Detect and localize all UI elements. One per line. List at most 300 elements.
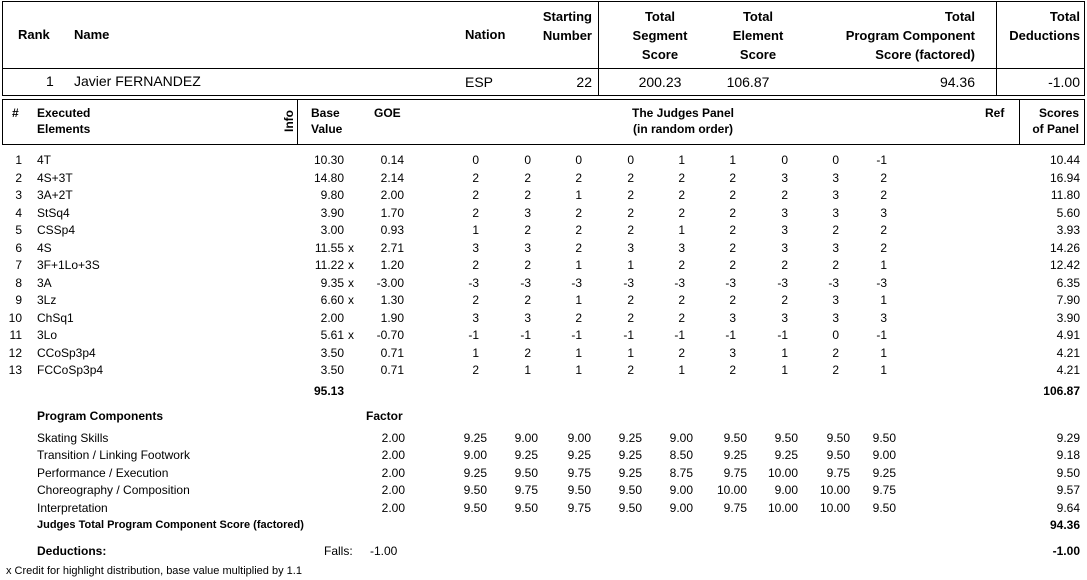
- element-row: [0, 222, 1087, 239]
- element-judge-score: 0: [627, 153, 634, 167]
- element-name: 4S+3T: [37, 170, 73, 185]
- element-judge-score: 2: [524, 188, 531, 202]
- element-name: CSSp4: [37, 223, 76, 237]
- element-judge-score: 3: [880, 310, 887, 325]
- element-base-value: 2.00: [320, 310, 344, 325]
- element-judge-score: 3: [729, 345, 736, 360]
- top-box-right: [1084, 1, 1085, 96]
- pc-judge-score: 10.00: [716, 483, 747, 498]
- pc-judge-score: 9.50: [514, 500, 538, 515]
- element-row: [0, 327, 1087, 344]
- element-judge-score: -3: [777, 275, 788, 290]
- element-judge-score: 1: [781, 345, 788, 360]
- header-rank: Rank: [18, 27, 50, 42]
- element-judge-score: 2: [729, 223, 736, 237]
- pc-judge-score: 9.00: [463, 448, 487, 463]
- element-judge-score: 3: [524, 205, 531, 220]
- element-score: 11.80: [1050, 188, 1080, 202]
- pc-judge-score: 9.75: [567, 465, 591, 480]
- element-name: StSq4: [37, 205, 70, 220]
- pc-judge-score: 10.00: [819, 500, 850, 515]
- pc-judge-score: 10.00: [767, 465, 798, 480]
- element-judge-score: 3: [678, 240, 685, 255]
- el-header-goe: GOE: [374, 106, 401, 120]
- top-box-divider: [2, 68, 1085, 69]
- element-judge-score: 1: [575, 293, 582, 307]
- element-base-value: 6.60: [320, 293, 344, 307]
- element-judge-score: 1: [678, 363, 685, 377]
- element-goe: 2.00: [380, 188, 404, 202]
- element-score: 4.91: [1056, 328, 1080, 342]
- element-judge-score: 2: [832, 363, 839, 377]
- top-box-top: [2, 1, 1085, 2]
- pc-total: 94.36: [1049, 518, 1080, 532]
- element-judge-score: 0: [781, 153, 788, 167]
- element-judge-score: 2: [472, 293, 479, 307]
- el-header-scores: Scores of Panel: [1032, 106, 1079, 136]
- element-judge-score: 1: [575, 258, 582, 272]
- skater-total-deductions: -1.00: [1048, 74, 1080, 90]
- element-judge-score: 3: [832, 293, 839, 307]
- element-judge-score: -1: [876, 153, 887, 167]
- element-judge-score: 2: [575, 240, 582, 255]
- element-judge-score: 1: [575, 345, 582, 360]
- element-score: 14.26: [1049, 240, 1080, 255]
- el-header-base-value: Base Value: [311, 106, 343, 136]
- pc-row: [0, 482, 1087, 499]
- element-judge-score: 0: [832, 328, 839, 342]
- pc-judge-score: 9.25: [774, 448, 798, 463]
- element-judge-score: 2: [729, 205, 736, 220]
- el-header-judges-panel: The Judges Panel (in random order): [631, 106, 735, 136]
- el-header-info: Info: [282, 110, 296, 132]
- element-judge-score: 2: [729, 258, 736, 272]
- element-judge-score: 2: [524, 258, 531, 272]
- pc-judge-score: 9.00: [567, 431, 591, 445]
- top-box-bottom: [2, 95, 1085, 96]
- element-score: 3.93: [1056, 223, 1080, 237]
- pc-name: Transition / Linking Footwork: [37, 448, 190, 463]
- element-judge-score: 2: [729, 188, 736, 202]
- el-box-vline-info: [297, 99, 298, 145]
- element-row: [0, 257, 1087, 274]
- element-name: 3A: [37, 275, 52, 290]
- element-judge-score: 1: [627, 258, 634, 272]
- element-judge-score: 3: [729, 310, 736, 325]
- element-base-value: 3.90: [320, 205, 344, 220]
- element-judge-score: 3: [781, 170, 788, 185]
- element-base-value: 9.80: [320, 188, 344, 202]
- element-judge-score: 2: [575, 223, 582, 237]
- element-score: 6.35: [1056, 275, 1080, 290]
- element-judge-score: 2: [729, 293, 736, 307]
- element-judge-score: 1: [627, 345, 634, 360]
- pc-judge-score: 9.50: [774, 431, 798, 445]
- element-judge-score: 3: [781, 310, 788, 325]
- el-header-ref: Ref: [985, 106, 1005, 120]
- element-judge-score: 3: [472, 240, 479, 255]
- element-judge-score: 3: [781, 205, 788, 220]
- element-judge-score: 2: [627, 205, 634, 220]
- element-judge-score: 3: [832, 170, 839, 185]
- pc-judge-score: 9.00: [872, 448, 896, 463]
- pc-judge-score: 9.50: [872, 431, 896, 445]
- element-name: CCoSp3p4: [37, 345, 96, 360]
- element-row: [0, 345, 1087, 362]
- element-base-value: 9.35: [320, 275, 344, 290]
- pc-judge-score: 9.25: [618, 465, 642, 480]
- footnote: x Credit for highlight distribution, base value multiplied by 1.1: [6, 565, 302, 577]
- el-header-executed: Executed Elements: [37, 106, 91, 136]
- element-judge-score: 2: [678, 205, 685, 220]
- element-base-value: 5.61: [320, 328, 344, 342]
- element-judge-score: 2: [678, 188, 685, 202]
- pc-judge-score: 9.50: [463, 483, 487, 498]
- element-judge-score: 2: [472, 205, 479, 220]
- element-judge-score: 2: [627, 223, 634, 237]
- element-judge-score: 2: [627, 170, 634, 185]
- pc-judge-score: 9.50: [618, 500, 642, 515]
- element-judge-score: 2: [832, 345, 839, 360]
- pc-score: 9.18: [1056, 448, 1080, 463]
- el-box-top: [2, 99, 1085, 100]
- element-judge-score: 2: [524, 345, 531, 360]
- skater-rank: 1: [46, 73, 54, 89]
- element-judge-score: 2: [729, 240, 736, 255]
- pc-judge-score: 9.50: [514, 465, 538, 480]
- element-judge-score: -3: [571, 275, 582, 290]
- element-goe: 0.93: [380, 223, 404, 237]
- element-judge-score: 2: [678, 345, 685, 360]
- pc-judge-score: 9.00: [669, 483, 693, 498]
- pc-row: [0, 500, 1087, 517]
- pc-factor-label: Factor: [366, 409, 403, 423]
- pc-factor: 2.00: [381, 448, 405, 463]
- element-judge-score: 2: [627, 293, 634, 307]
- element-num: 6: [15, 240, 22, 255]
- element-judge-score: 3: [472, 310, 479, 325]
- element-judge-score: 2: [472, 363, 479, 377]
- element-judge-score: 2: [729, 363, 736, 377]
- pc-judge-score: 9.25: [463, 431, 487, 445]
- element-num: 4: [15, 205, 22, 220]
- element-judge-score: 2: [880, 223, 887, 237]
- pc-judge-score: 9.75: [826, 465, 850, 480]
- element-judge-score: 3: [627, 240, 634, 255]
- element-judge-score: 2: [781, 188, 788, 202]
- pc-factor: 2.00: [381, 431, 405, 445]
- element-num: 3: [15, 188, 22, 202]
- element-judge-score: 2: [880, 240, 887, 255]
- element-judge-score: 1: [880, 363, 887, 377]
- element-goe: 2.14: [380, 170, 404, 185]
- pc-name: Skating Skills: [37, 431, 109, 445]
- element-score: 4.21: [1056, 363, 1080, 377]
- element-judge-score: 2: [575, 205, 582, 220]
- pc-row: [0, 447, 1087, 464]
- element-score: 7.90: [1056, 293, 1080, 307]
- element-judge-score: 3: [524, 240, 531, 255]
- element-judge-score: 2: [524, 293, 531, 307]
- element-judge-score: 0: [832, 153, 839, 167]
- element-judge-score: -3: [520, 275, 531, 290]
- element-judge-score: 0: [524, 153, 531, 167]
- element-judge-score: 0: [575, 153, 582, 167]
- element-num: 11: [9, 328, 22, 342]
- element-judge-score: 2: [524, 223, 531, 237]
- pc-judge-score: 9.00: [669, 500, 693, 515]
- pc-judge-score: 9.50: [567, 483, 591, 498]
- element-score: 16.94: [1049, 170, 1080, 185]
- element-judge-score: 2: [524, 170, 531, 185]
- header-total-segment-score: Total Segment Score: [632, 9, 688, 62]
- element-name: FCCoSp3p4: [37, 363, 104, 377]
- element-bonus-mark: x: [348, 328, 354, 342]
- element-num: 2: [15, 170, 22, 185]
- skater-nation: ESP: [465, 74, 494, 90]
- element-judge-score: -1: [777, 328, 788, 342]
- element-judge-score: 1: [575, 188, 582, 202]
- element-judge-score: 2: [575, 310, 582, 325]
- el-header-num: #: [12, 106, 19, 120]
- element-row: [0, 292, 1087, 309]
- element-judge-score: 3: [781, 240, 788, 255]
- element-name: 3Lz: [37, 293, 57, 307]
- header-total-element-score: Total Element Score: [732, 9, 784, 62]
- element-judge-score: -1: [468, 328, 479, 342]
- deductions-label: Deductions:: [37, 544, 107, 558]
- element-judge-score: 2: [627, 363, 634, 377]
- element-name: 3A+2T: [37, 188, 73, 202]
- skater-total-segment-score: 200.23: [638, 74, 682, 90]
- header-starting-number: Starting Number: [542, 9, 592, 43]
- pc-score: 9.57: [1056, 483, 1080, 498]
- pc-title: Program Components: [37, 409, 164, 423]
- element-base-value: 3.50: [320, 345, 344, 360]
- element-judge-score: 2: [729, 170, 736, 185]
- pc-judge-score: 8.75: [669, 465, 693, 480]
- skater-starting-number: 22: [576, 74, 592, 90]
- element-goe: 1.90: [380, 310, 404, 325]
- element-name: 4S: [37, 240, 52, 255]
- element-judge-score: 2: [472, 170, 479, 185]
- element-bonus-mark: x: [348, 275, 354, 290]
- element-judge-score: 0: [472, 153, 479, 167]
- element-judge-score: 1: [575, 363, 582, 377]
- pc-judge-score: 9.75: [872, 483, 896, 498]
- element-num: 8: [15, 275, 22, 290]
- pc-judge-score: 8.50: [669, 448, 693, 463]
- deductions-total: -1.00: [1052, 544, 1080, 558]
- header-total-deductions: Total Deductions: [1009, 9, 1080, 43]
- pc-row: [0, 465, 1087, 482]
- pc-judge-score: 9.00: [514, 431, 538, 445]
- element-judge-score: 3: [832, 310, 839, 325]
- element-goe: 1.70: [380, 205, 404, 220]
- pc-factor: 2.00: [381, 465, 405, 480]
- element-row: [0, 362, 1087, 379]
- pc-score: 9.29: [1056, 431, 1080, 445]
- pc-total-label: Judges Total Program Component Score (factored): [37, 519, 304, 531]
- pc-judge-score: 9.25: [618, 448, 642, 463]
- element-goe: 0.14: [380, 153, 404, 167]
- element-row: [0, 310, 1087, 327]
- element-judge-score: 3: [832, 240, 839, 255]
- element-num: 9: [15, 293, 22, 307]
- element-num: 7: [15, 258, 22, 272]
- pc-judge-score: 9.25: [567, 448, 591, 463]
- top-box-left: [2, 1, 3, 96]
- pc-row: [0, 430, 1087, 447]
- element-goe: 1.30: [380, 293, 404, 307]
- pc-judge-score: 9.25: [618, 431, 642, 445]
- element-base-value: 11.55: [314, 240, 344, 255]
- el-box-bottom: [2, 144, 1085, 145]
- element-judge-score: -1: [571, 328, 582, 342]
- element-judge-score: 1: [880, 293, 887, 307]
- pc-name: Choreography / Composition: [37, 483, 190, 498]
- top-box-vline-1: [598, 1, 599, 96]
- element-judge-score: 3: [524, 310, 531, 325]
- pc-judge-score: 9.75: [723, 500, 747, 515]
- element-judge-score: 2: [472, 188, 479, 202]
- deductions-falls-value: -1.00: [370, 544, 398, 558]
- element-judge-score: 1: [524, 363, 531, 377]
- element-num: 10: [8, 310, 22, 325]
- element-goe: 1.20: [380, 258, 404, 272]
- element-judge-score: 2: [678, 293, 685, 307]
- el-box-left: [2, 99, 3, 145]
- element-score: 5.60: [1056, 205, 1080, 220]
- pc-score: 9.64: [1056, 500, 1080, 515]
- element-bonus-mark: x: [348, 258, 354, 272]
- element-base-value: 3.50: [320, 363, 344, 377]
- element-num: 12: [8, 345, 22, 360]
- skater-total-element-score: 106.87: [726, 74, 770, 90]
- pc-judge-score: 9.50: [618, 483, 642, 498]
- element-score: 4.21: [1056, 345, 1080, 360]
- element-judge-score: 2: [678, 258, 685, 272]
- element-judge-score: 2: [678, 310, 685, 325]
- element-judge-score: 1: [472, 223, 479, 237]
- element-bonus-mark: x: [348, 240, 354, 255]
- element-judge-score: -1: [520, 328, 531, 342]
- element-name: 3Lo: [37, 328, 58, 342]
- element-goe: -0.70: [376, 328, 404, 342]
- pc-judge-score: 10.00: [767, 500, 798, 515]
- element-judge-score: 1: [678, 223, 685, 237]
- header-total-pcs: Total Program Component Score (factored): [845, 9, 975, 62]
- element-judge-score: -3: [468, 275, 479, 290]
- element-judge-score: 2: [575, 170, 582, 185]
- element-judge-score: 2: [627, 310, 634, 325]
- element-row: [0, 205, 1087, 222]
- element-goe: 2.71: [380, 240, 404, 255]
- element-judge-score: -3: [674, 275, 685, 290]
- skater-name: Javier FERNANDEZ: [74, 73, 201, 89]
- pc-judge-score: 9.25: [463, 465, 487, 480]
- element-row: [0, 152, 1087, 169]
- header-name: Name: [74, 27, 110, 42]
- element-row: [0, 240, 1087, 257]
- element-judge-score: 1: [729, 153, 736, 167]
- element-score: 10.44: [1049, 153, 1080, 167]
- element-judge-score: 2: [472, 258, 479, 272]
- element-judge-score: 3: [832, 188, 839, 202]
- pc-name: Interpretation: [37, 500, 108, 515]
- elements-total-score: 106.87: [1043, 384, 1080, 398]
- element-judge-score: 2: [781, 293, 788, 307]
- pc-judge-score: 9.50: [826, 431, 850, 445]
- pc-factor: 2.00: [381, 483, 405, 498]
- pc-judge-score: 9.25: [872, 465, 896, 480]
- pc-judge-score: 9.50: [723, 431, 747, 445]
- element-judge-score: 2: [627, 188, 634, 202]
- element-num: 1: [15, 153, 22, 167]
- element-judge-score: -1: [623, 328, 634, 342]
- element-num: 13: [8, 363, 22, 377]
- element-judge-score: 1: [472, 345, 479, 360]
- pc-judge-score: 9.25: [723, 448, 747, 463]
- element-judge-score: 1: [678, 153, 685, 167]
- pc-judge-score: 9.50: [826, 448, 850, 463]
- pc-judge-score: 9.00: [669, 431, 693, 445]
- element-name: 4T: [37, 153, 52, 167]
- element-judge-score: 3: [880, 205, 887, 220]
- element-name: ChSq1: [37, 310, 74, 325]
- element-judge-score: 2: [832, 258, 839, 272]
- element-goe: 0.71: [380, 363, 404, 377]
- element-judge-score: 2: [880, 188, 887, 202]
- element-name: 3F+1Lo+3S: [37, 258, 100, 272]
- element-goe: 0.71: [380, 345, 404, 360]
- pc-judge-score: 9.75: [514, 483, 538, 498]
- element-judge-score: 1: [880, 258, 887, 272]
- element-judge-score: -3: [623, 275, 634, 290]
- element-score: 12.42: [1049, 258, 1080, 272]
- element-row: [0, 170, 1087, 187]
- element-judge-score: 1: [880, 345, 887, 360]
- element-judge-score: 2: [781, 258, 788, 272]
- element-judge-score: 2: [832, 223, 839, 237]
- element-judge-score: 1: [781, 363, 788, 377]
- element-goe: -3.00: [376, 275, 404, 290]
- element-judge-score: -1: [725, 328, 736, 342]
- pc-judge-score: 9.75: [723, 465, 747, 480]
- element-judge-score: -1: [674, 328, 685, 342]
- element-score: 3.90: [1056, 310, 1080, 325]
- element-base-value: 10.30: [313, 153, 344, 167]
- element-base-value: 14.80: [313, 170, 344, 185]
- header-nation: Nation: [465, 27, 506, 42]
- deductions-falls-label: Falls:: [324, 544, 353, 558]
- element-num: 5: [15, 223, 22, 237]
- pc-judge-score: 9.50: [463, 500, 487, 515]
- element-judge-score: -1: [876, 328, 887, 342]
- element-base-value: 3.00: [320, 223, 344, 237]
- pc-judge-score: 9.75: [567, 500, 591, 515]
- pc-judge-score: 9.25: [514, 448, 538, 463]
- element-judge-score: 2: [678, 170, 685, 185]
- pc-judge-score: 10.00: [819, 483, 850, 498]
- element-bonus-mark: x: [348, 293, 354, 307]
- element-judge-score: 3: [781, 223, 788, 237]
- element-judge-score: 3: [832, 205, 839, 220]
- pc-name: Performance / Execution: [37, 465, 169, 480]
- pc-judge-score: 9.50: [872, 500, 896, 515]
- el-box-right: [1084, 99, 1085, 145]
- pc-judge-score: 9.00: [774, 483, 798, 498]
